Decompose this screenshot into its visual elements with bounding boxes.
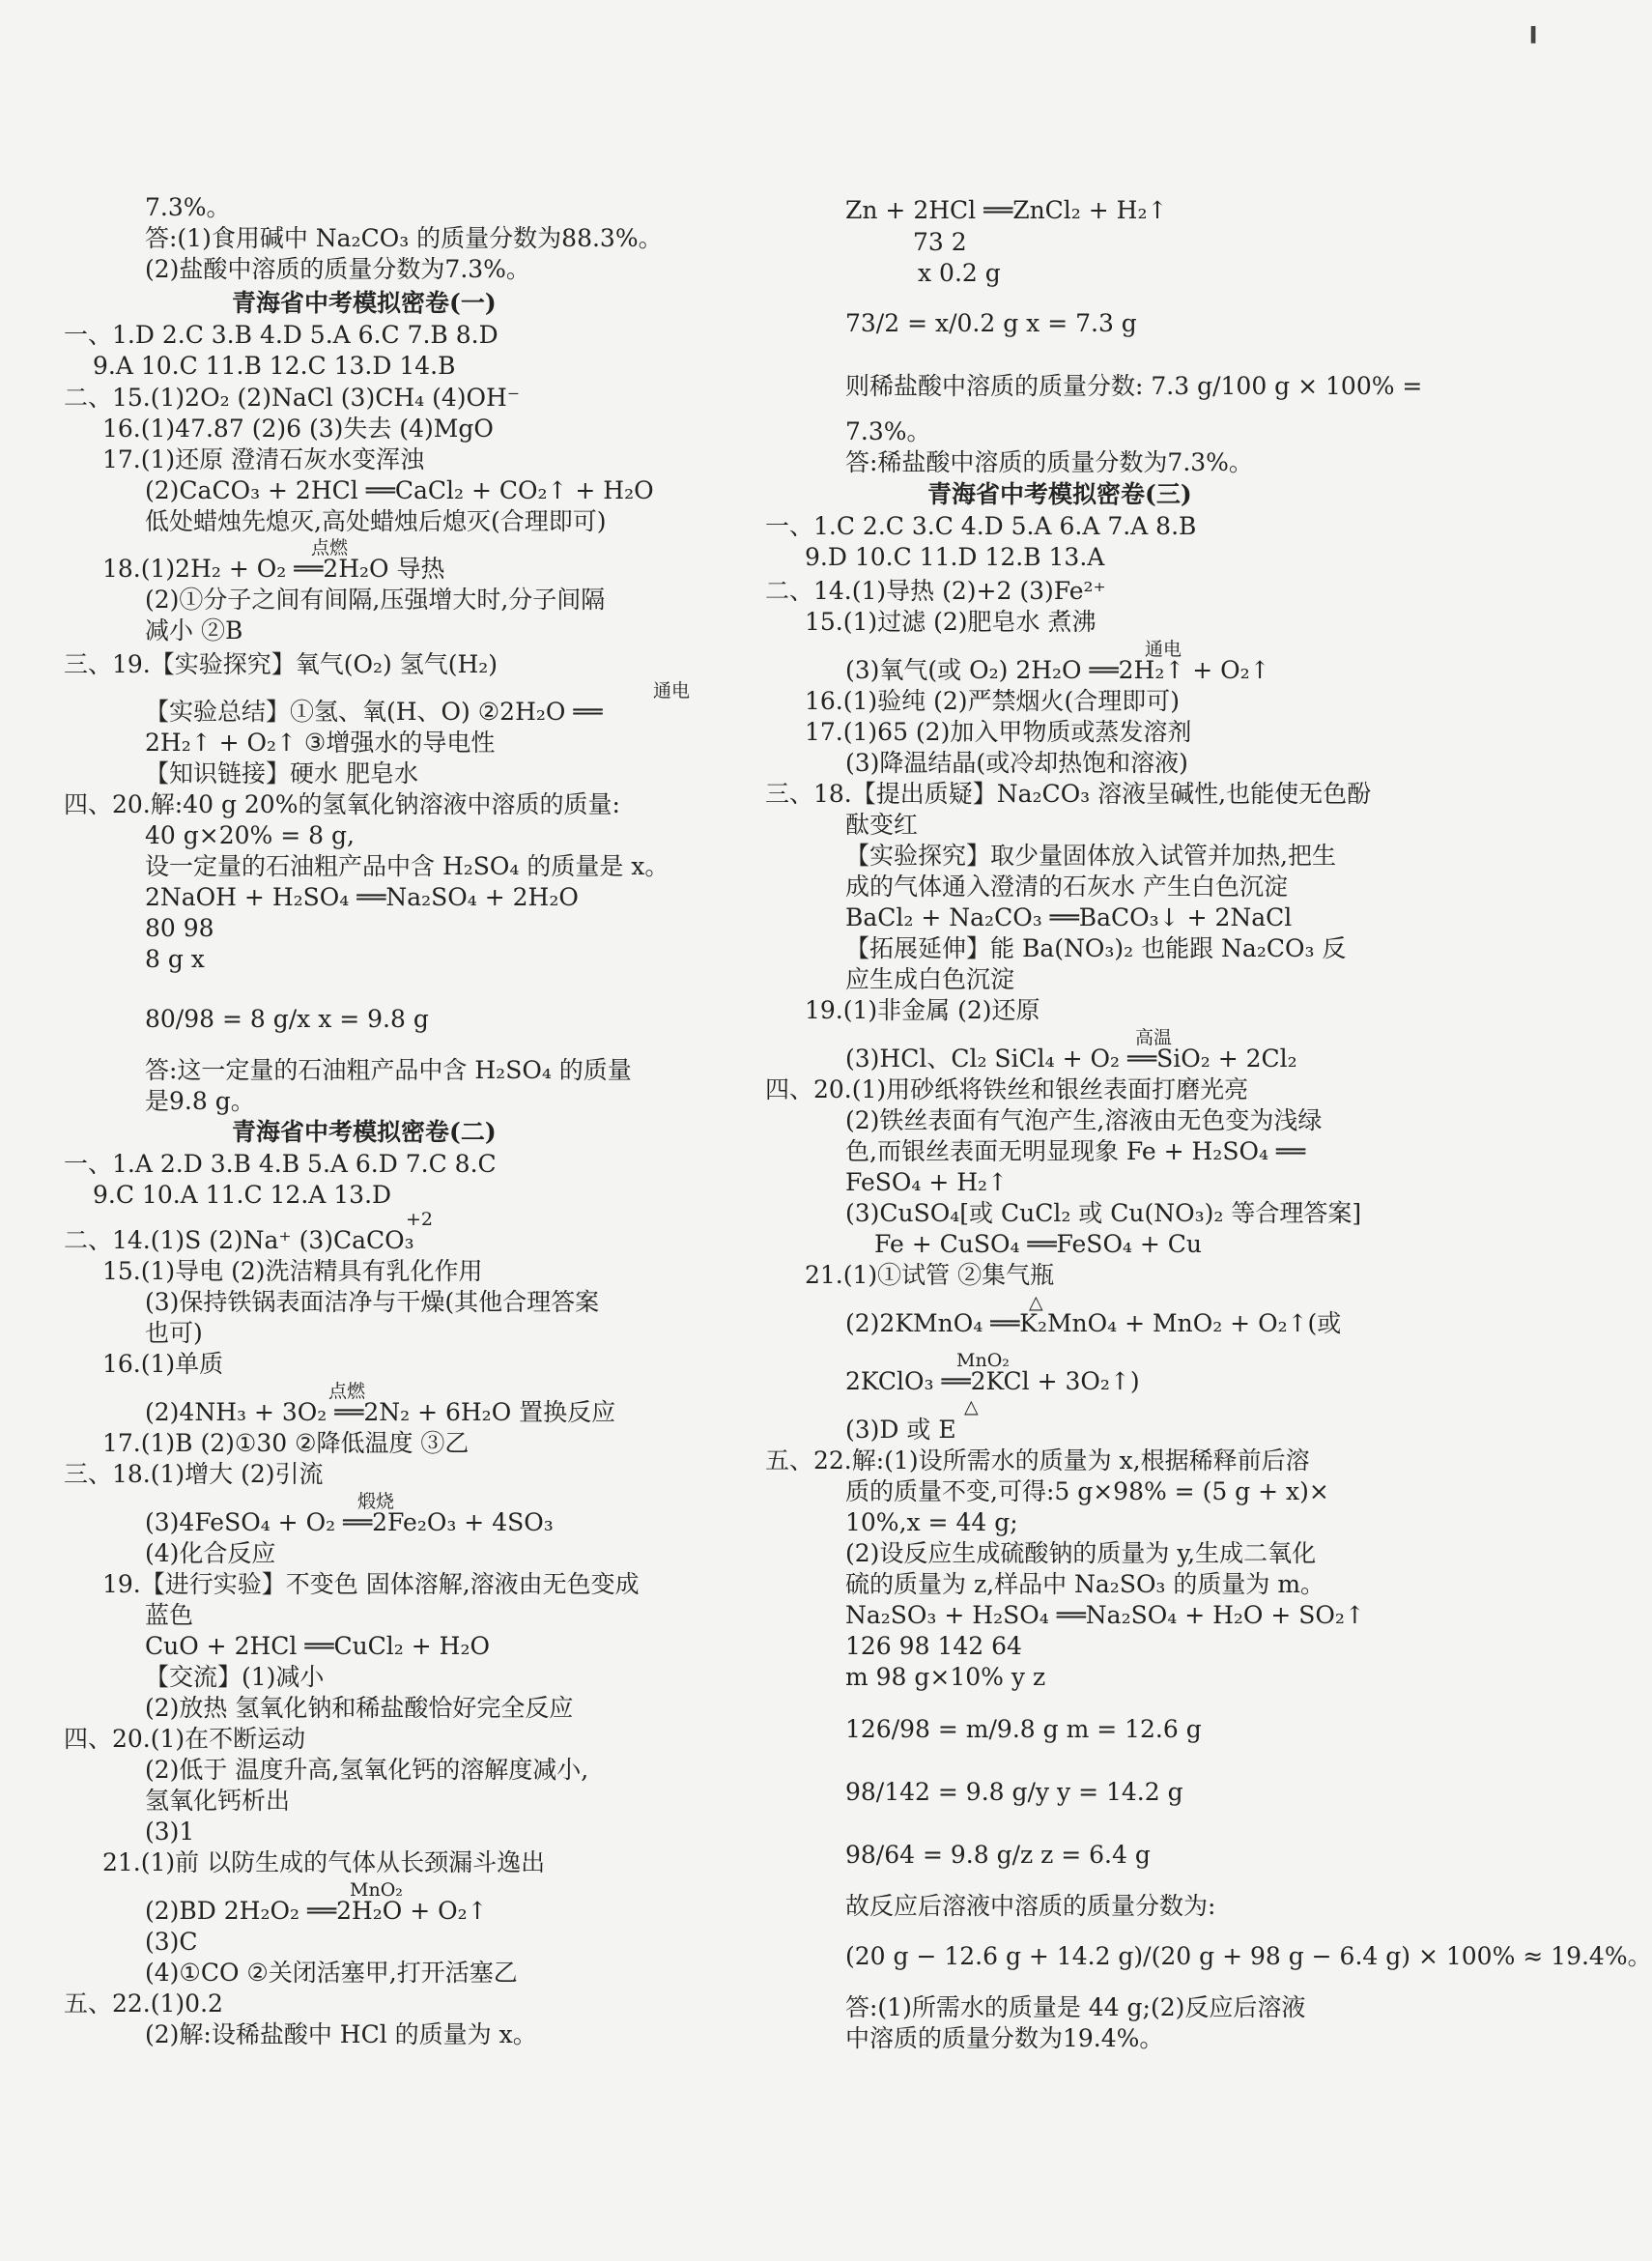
- answer-line: 8 g x: [145, 945, 205, 973]
- answer-line: 五、22.(1)0.2: [64, 1989, 223, 2018]
- answer-line: 是9.8 g。: [145, 1087, 255, 1115]
- answer-line: 2KClO₃ ══2KCl + 3O₂↑): [845, 1367, 1140, 1395]
- answer-line: 126 98 142 64: [845, 1632, 1022, 1660]
- answer-line: (3)HCl、Cl₂ SiCl₄ + O₂ ══SiO₂ + 2Cl₂: [845, 1045, 1297, 1073]
- answer-line: 98/142 = 9.8 g/y y = 14.2 g: [845, 1778, 1183, 1806]
- answer-line: 四、20.解:40 g 20%的氢氧化钠溶液中溶质的质量:: [64, 790, 620, 818]
- answer-line: m 98 g×10% y z: [845, 1663, 1046, 1691]
- answer-line: 质的质量不变,可得:5 g×98% = (5 g + x)×: [845, 1477, 1329, 1505]
- answer-line: 色,而银丝表面无明显现象 Fe + H₂SO₄ ══: [845, 1137, 1306, 1165]
- answer-line: 答:这一定量的石油粗产品中含 H₂SO₄ 的质量: [145, 1056, 632, 1084]
- reaction-condition: △: [964, 1396, 979, 1417]
- answer-line: 21.(1)①试管 ②集气瓶: [805, 1261, 1055, 1289]
- answer-line: x 0.2 g: [918, 259, 1001, 287]
- answer-line: 三、18.【提出质疑】Na₂CO₃ 溶液呈碱性,也能使无色酚: [765, 780, 1372, 808]
- answer-line: 减小 ②B: [145, 616, 243, 644]
- answer-line: Zn + 2HCl ══ZnCl₂ + H₂↑: [845, 196, 1168, 224]
- answer-line: (2)4NH₃ + 3O₂ ══2N₂ + 6H₂O 置换反应: [145, 1398, 616, 1426]
- answer-line: 酞变红: [845, 811, 919, 839]
- answer-line: 二、15.(1)2O₂ (2)NaCl (3)CH₄ (4)OH⁻: [64, 384, 521, 412]
- answer-line: (2)放热 氢氧化钠和稀盐酸恰好完全反应: [145, 1694, 574, 1722]
- answer-line: (2)设反应生成硫酸钠的质量为 y,生成二氧化: [845, 1539, 1317, 1567]
- answer-line: (3)氧气(或 O₂) 2H₂O ══2H₂↑ + O₂↑: [845, 656, 1270, 684]
- answer-line: 设一定量的石油粗产品中含 H₂SO₄ 的质量是 x。: [145, 852, 669, 880]
- answer-line: 9.C 10.A 11.C 12.A 13.D: [93, 1181, 392, 1209]
- answer-line: 40 g×20% = 8 g,: [145, 821, 355, 849]
- section-heading: 青海省中考模拟密卷(三): [927, 480, 1192, 508]
- answer-line: 五、22.解:(1)设所需水的质量为 x,根据稀释前后溶: [765, 1446, 1310, 1474]
- reaction-condition: MnO₂: [350, 1879, 403, 1901]
- answer-line: CuO + 2HCl ══CuCl₂ + H₂O: [145, 1632, 490, 1660]
- reaction-condition: △: [1029, 1292, 1043, 1313]
- answer-line: Fe + CuSO₄ ══FeSO₄ + Cu: [874, 1230, 1203, 1258]
- answer-line: (2)铁丝表面有气泡产生,溶液由无色变为浅绿: [845, 1106, 1323, 1134]
- answer-line: 一、1.A 2.D 3.B 4.B 5.A 6.D 7.C 8.C: [64, 1150, 497, 1178]
- answer-line: (2)BD 2H₂O₂ ══2H₂O + O₂↑: [145, 1897, 488, 1925]
- answer-line: 一、1.C 2.C 3.C 4.D 5.A 6.A 7.A 8.B: [765, 512, 1197, 540]
- answer-line: 9.A 10.C 11.B 12.C 13.D 14.B: [93, 352, 456, 380]
- answer-line: 17.(1)B (2)①30 ②降低温度 ③乙: [102, 1429, 470, 1457]
- reaction-condition: MnO₂: [956, 1350, 1010, 1371]
- answer-line: 应生成白色沉淀: [845, 965, 1015, 993]
- answer-line: (2)CaCO₃ + 2HCl ══CaCl₂ + CO₂↑ + H₂O: [145, 476, 654, 504]
- answer-line: 80/98 = 8 g/x x = 9.8 g: [145, 1005, 429, 1033]
- answer-line: 2NaOH + H₂SO₄ ══Na₂SO₄ + 2H₂O: [145, 883, 579, 911]
- answer-line: (3)D 或 E: [845, 1416, 956, 1444]
- reaction-condition: 高温: [1135, 1027, 1173, 1048]
- answer-line: BaCl₂ + Na₂CO₃ ══BaCO₃↓ + 2NaCl: [845, 903, 1293, 931]
- answer-line: (3)C: [145, 1928, 198, 1956]
- answer-line: 19.(1)非金属 (2)还原: [805, 996, 1040, 1024]
- answer-line: 答:(1)食用碱中 Na₂CO₃ 的质量分数为88.3%。: [145, 224, 663, 252]
- answer-line: 则稀盐酸中溶质的质量分数: 7.3 g/100 g × 100% =: [845, 372, 1423, 400]
- answer-line: 也可): [145, 1319, 203, 1347]
- answer-line: 四、20.(1)在不断运动: [64, 1725, 306, 1753]
- answer-line: (3)4FeSO₄ + O₂ ══2Fe₂O₃ + 4SO₃: [145, 1508, 554, 1536]
- answer-line: 【实验探究】取少量固体放入试管并加热,把生: [845, 842, 1336, 870]
- answer-line: 17.(1)还原 澄清石灰水变浑浊: [102, 445, 425, 473]
- reaction-condition: 通电: [653, 680, 691, 701]
- answer-line: (3)1: [145, 1817, 195, 1846]
- answer-line: (2)低于 温度升高,氢氧化钙的溶解度减小,: [145, 1756, 589, 1784]
- answer-line: 四、20.(1)用砂纸将铁丝和银丝表面打磨光亮: [765, 1075, 1249, 1103]
- answer-line: 16.(1)单质: [102, 1350, 224, 1378]
- answer-line: 硫的质量为 z,样品中 Na₂SO₃ 的质量为 m。: [845, 1570, 1325, 1598]
- answer-line: 15.(1)过滤 (2)肥皂水 煮沸: [805, 608, 1097, 636]
- answer-line: 17.(1)65 (2)加入甲物质或蒸发溶剂: [805, 718, 1192, 746]
- answer-line: 7.3%。: [145, 193, 231, 221]
- answer-line: 成的气体通入澄清的石灰水 产生白色沉淀: [845, 873, 1288, 901]
- answer-line: 80 98: [145, 914, 214, 942]
- answer-line: 16.(1)验纯 (2)严禁烟火(合理即可): [805, 687, 1181, 715]
- answer-line: (2)盐酸中溶质的质量分数为7.3%。: [145, 255, 530, 283]
- reaction-condition: +2: [406, 1209, 434, 1230]
- answer-line: 19.【进行实验】不变色 固体溶解,溶液由无色变成: [102, 1570, 640, 1598]
- section-heading: 青海省中考模拟密卷(二): [232, 1118, 497, 1146]
- answer-line: 7.3%。: [845, 417, 931, 445]
- answer-line: 73 2: [913, 228, 967, 256]
- corner-mark: ╹: [1524, 27, 1543, 61]
- answer-line: 15.(1)导电 (2)洗洁精具有乳化作用: [102, 1257, 483, 1285]
- answer-line: 二、14.(1)导热 (2)+2 (3)Fe²⁺: [765, 577, 1106, 605]
- answer-line: 【实验总结】①氢、氧(H、O) ②2H₂O ══: [145, 698, 603, 726]
- section-heading: 青海省中考模拟密卷(一): [232, 289, 497, 317]
- answer-line: 三、19.【实验探究】氧气(O₂) 氢气(H₂): [64, 650, 498, 678]
- answer-line: 73/2 = x/0.2 g x = 7.3 g: [845, 309, 1137, 337]
- answer-line: 16.(1)47.87 (2)6 (3)失去 (4)MgO: [102, 415, 494, 443]
- answer-line: (3)CuSO₄[或 CuCl₂ 或 Cu(NO₃)₂ 等合理答案]: [845, 1199, 1362, 1227]
- answer-line: (2)解:设稀盐酸中 HCl 的质量为 x。: [145, 2020, 537, 2048]
- answer-line: (2)2KMnO₄ ══K₂MnO₄ + MnO₂ + O₂↑(或: [845, 1309, 1342, 1337]
- answer-line: (3)保持铁锅表面洁净与干燥(其他合理答案: [145, 1288, 600, 1316]
- answer-line: 21.(1)前 以防生成的气体从长颈漏斗逸出: [102, 1848, 546, 1876]
- answer-line: 低处蜡烛先熄灭,高处蜡烛后熄灭(合理即可): [145, 507, 607, 535]
- answer-line: (4)①CO ②关闭活塞甲,打开活塞乙: [145, 1959, 518, 1987]
- answer-line: 2H₂↑ + O₂↑ ③增强水的导电性: [145, 729, 496, 757]
- answer-line: 氢氧化钙析出: [145, 1787, 291, 1815]
- answer-line: (3)降温结晶(或冷却热饱和溶液): [845, 749, 1188, 777]
- reaction-condition: 点燃: [328, 1381, 366, 1402]
- answer-line: 98/64 = 9.8 g/z z = 6.4 g: [845, 1841, 1151, 1869]
- answer-line: 三、18.(1)增大 (2)引流: [64, 1460, 324, 1488]
- answer-line: 一、1.D 2.C 3.B 4.D 5.A 6.C 7.B 8.D: [64, 321, 498, 349]
- answer-line: (4)化合反应: [145, 1539, 276, 1567]
- answer-line: 蓝色: [145, 1601, 194, 1629]
- answer-line: 9.D 10.C 11.D 12.B 13.A: [805, 543, 1105, 571]
- answer-line: (20 g − 12.6 g + 14.2 g)/(20 g + 98 g − 6.4 g) × 100% ≈ 19.4%。: [845, 1942, 1652, 1970]
- answer-line: Na₂SO₃ + H₂SO₄ ══Na₂SO₄ + H₂O + SO₂↑: [845, 1601, 1365, 1629]
- answer-line: 【拓展延伸】能 Ba(NO₃)₂ 也能跟 Na₂CO₃ 反: [845, 934, 1347, 962]
- reaction-condition: 通电: [1145, 639, 1182, 660]
- answer-line: 答:(1)所需水的质量是 44 g;(2)反应后溶液: [845, 1993, 1306, 2021]
- answer-line: 故反应后溶液中溶质的质量分数为:: [845, 1892, 1216, 1920]
- answer-line: 18.(1)2H₂ + O₂ ══2H₂O 导热: [102, 555, 445, 583]
- answer-line: FeSO₄ + H₂↑: [845, 1168, 1009, 1196]
- reaction-condition: 煅烧: [357, 1491, 395, 1512]
- answer-line: 126/98 = m/9.8 g m = 12.6 g: [845, 1715, 1202, 1743]
- answer-line: 【知识链接】硬水 肥皂水: [145, 759, 418, 787]
- reaction-condition: 点燃: [311, 537, 349, 558]
- answer-line: 10%,x = 44 g;: [845, 1508, 1018, 1536]
- answer-line: 答:稀盐酸中溶质的质量分数为7.3%。: [845, 448, 1253, 476]
- answer-line: 二、14.(1)S (2)Na⁺ (3)CaCO₃: [64, 1226, 414, 1254]
- answer-line: (2)①分子之间有间隔,压强增大时,分子间隔: [145, 586, 606, 614]
- answer-line: 【交流】(1)减小: [145, 1663, 325, 1691]
- answer-line: 中溶质的质量分数为19.4%。: [845, 2024, 1164, 2052]
